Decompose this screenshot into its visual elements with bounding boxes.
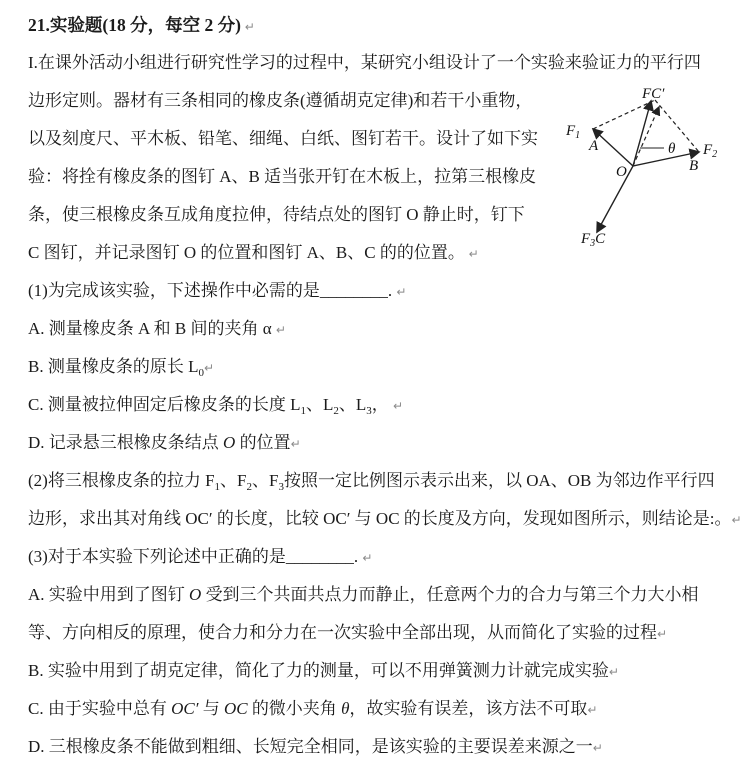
force-diagram — [552, 80, 747, 255]
q3-stem — [28, 538, 743, 576]
text-run: ________ — [319, 281, 388, 300]
pilcrow-mark: ↵ — [657, 627, 668, 641]
q1-option-a — [28, 310, 743, 348]
pilcrow-mark: ↵ — [587, 703, 598, 717]
text-run: 与 — [198, 699, 224, 718]
parallelogram-side-right — [655, 100, 699, 152]
text-run: I.在课外活动小组进行研究性学习的过程中，某研究小组设计了一个实验来验证力的平行四 — [28, 53, 701, 72]
text-run: 条，使三根橡皮条互成角度拉伸，待结点处的图钉 O 静止时，钉下 — [28, 205, 525, 224]
text-run: OC — [223, 699, 248, 718]
text-run: 3 — [366, 405, 372, 417]
pilcrow-mark: ↵ — [275, 323, 286, 337]
text-run: O — [189, 585, 202, 604]
text-run: 验：将拴有橡皮条的图钉 A、B 适当张开钉在木板上，拉第三根橡皮 — [28, 167, 537, 186]
text-run: O — [223, 433, 236, 452]
pilcrow-mark: ↵ — [362, 551, 373, 565]
text-run: . — [353, 547, 363, 566]
text-run: (1)为完成该实验，下述操作中必需的是 — [28, 281, 320, 300]
label-f1: $F_1$ — [566, 123, 581, 141]
text-run: C. 由于实验中总有 — [28, 699, 172, 718]
q2-line-1 — [28, 462, 743, 500]
text-run: (3)对于本实验下列论述中正确的是 — [28, 547, 286, 566]
label-theta: θ — [668, 141, 676, 157]
label-b: B — [689, 158, 699, 174]
q3-option-b — [28, 652, 743, 690]
q1-option-b — [28, 348, 743, 386]
text-run: ________ — [285, 547, 354, 566]
text-run: ，故实验有误差，该方法不可取 — [349, 699, 588, 718]
text-run: 受到三个共面共点力而静止，任意两个力的合力与第三个力大小相 — [201, 585, 699, 604]
q3-option-c — [28, 690, 743, 728]
text-run: 2 — [333, 405, 339, 417]
text-run: (2)将三根橡皮条的拉力 F — [28, 471, 215, 490]
text-run: θ — [341, 699, 350, 718]
text-run: 边形，求出其对角线 OC′ 的长度，比较 OC′ 与 OC 的长度及方向，发现如图所示，则结论是:。 — [28, 509, 732, 528]
pilcrow-mark: ↵ — [464, 247, 479, 261]
text-run: D. 三根橡皮条不能做到粗细、长短完全相同，是该实验的主要误差来源之一 — [28, 737, 593, 756]
pilcrow-mark: ↵ — [393, 399, 404, 413]
text-run: 按照一定比例图示表示出来，以 OA、OB 为邻边作平行四 — [283, 471, 715, 490]
pilcrow-mark: ↵ — [396, 285, 407, 299]
text-run: OC′ — [171, 699, 199, 718]
text-run: 、F — [252, 471, 279, 490]
text-run: . — [387, 281, 397, 300]
q2-line-2 — [28, 500, 743, 538]
parallelogram-side-left — [593, 100, 655, 129]
label-a: A — [589, 138, 599, 154]
text-run: 、F — [220, 471, 247, 490]
text-run: 3 — [278, 481, 284, 493]
text-run: 等、方向相反的原理，使合力和分力在一次实验中全部出现，从而简化了实验的过程 — [28, 623, 657, 642]
text-run: B. 测量橡皮条的原长 L — [28, 357, 199, 376]
pilcrow-mark: ↵ — [203, 361, 215, 375]
text-run: 以及刻度尺、平木板、铅笔、细绳、白纸、图钉若干。设计了如下实 — [28, 129, 538, 148]
text-run: C. 测量被拉伸固定后橡皮条的长度 L — [28, 395, 301, 414]
pilcrow-mark: ↵ — [731, 513, 742, 527]
pilcrow-mark: ↵ — [240, 20, 255, 34]
q1-option-c — [28, 386, 743, 424]
q3-option-a-line-2 — [28, 614, 743, 652]
text-run: 的微小夹角 — [247, 699, 342, 718]
q1-stem — [28, 272, 743, 310]
text-run: ， — [371, 395, 394, 414]
pilcrow-mark: ↵ — [592, 741, 603, 755]
text-run: 1 — [214, 481, 221, 493]
text-run: 1 — [300, 405, 306, 417]
text-run: A. 测量橡皮条 A 和 B 间的夹角 α — [28, 319, 276, 338]
q3-option-a-line-1 — [28, 576, 743, 614]
text-run: B. 实验中用到了胡克定律，简化了力的测量，可以不用弹簧测力计就完成实验 — [28, 661, 609, 680]
text-run: 边形定则。器材有三条相同的橡皮条(遵循胡克定律)和若干小重物， — [28, 91, 533, 110]
text-run: 的位置 — [235, 433, 291, 452]
force-diagram-svg — [552, 80, 747, 255]
label-o: O — [616, 164, 627, 180]
resultant-dashed-arrow — [633, 107, 659, 166]
title-line — [28, 6, 743, 44]
text-run: 、L — [338, 395, 367, 414]
label-f2: $F_2$ — [703, 142, 718, 160]
text-run: 0 — [198, 367, 204, 379]
force-f1-arrow — [593, 129, 633, 166]
text-run: 、L — [305, 395, 334, 414]
q3-option-d — [28, 728, 743, 766]
text-run: D. 记录悬三根橡皮条结点 — [28, 433, 224, 452]
pilcrow-mark: ↵ — [290, 437, 301, 451]
text-run: A. 实验中用到了图钉 — [28, 585, 190, 604]
label-apex-fc-prime: FC′ — [642, 86, 665, 102]
text-run: 2 — [246, 481, 252, 493]
text-run: C 图钉，并记录图钉 O 的位置和图钉 A、B、C 的的位置。 — [28, 243, 465, 262]
text-run: 21.实验题(18 分，每空 2 分) — [28, 15, 241, 35]
q1-option-d — [28, 424, 743, 462]
intro-line-1 — [28, 44, 743, 82]
pilcrow-mark: ↵ — [608, 665, 619, 679]
label-f3c: $F_3C$ — [581, 231, 606, 249]
